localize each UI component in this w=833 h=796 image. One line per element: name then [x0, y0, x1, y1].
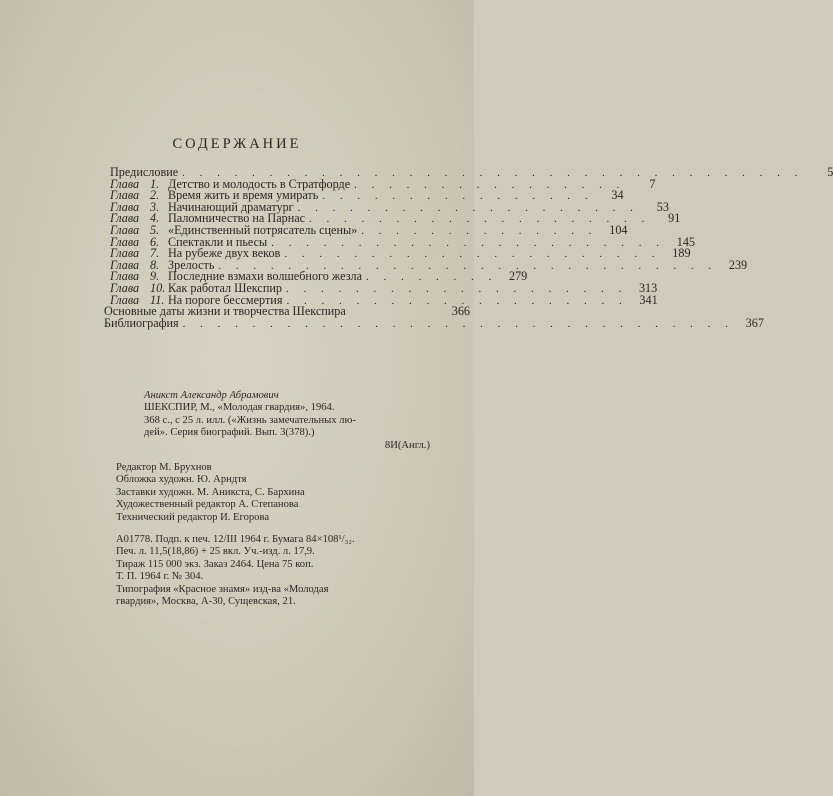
leader-dots: . . . . . . . . . . . . . . . . . . . . . . . . . . . . . — [218, 259, 718, 272]
publication-data: Т. П. 1964 г. № 304. — [116, 571, 204, 583]
leader-dots: . . . . . . . . . . . . . . . . . . . . — [286, 294, 628, 307]
toc-entry-title: Зрелость — [168, 257, 215, 272]
toc-page-number: 91 — [668, 211, 681, 226]
leader-dots: . . . . . . . . . . . . . . . . . . . . — [285, 282, 628, 295]
chapter-number: 7. — [150, 246, 160, 261]
chapter-number: 1. — [150, 176, 160, 191]
chapter-label: Глава — [110, 222, 140, 237]
toc-page-number: 104 — [609, 222, 628, 237]
toc-page-number: 341 — [639, 292, 658, 307]
toc-page-number: 145 — [676, 234, 695, 249]
toc-page-number: 7 — [649, 176, 656, 191]
chapter-label: Глава — [110, 280, 140, 295]
toc-page-number: 366 — [451, 304, 470, 319]
toc-page-number: 189 — [672, 246, 691, 261]
toc-entry-title: На пороге бессмертия — [168, 292, 283, 307]
toc-entry-title: Предисловие — [110, 165, 179, 179]
toc-page-number: 313 — [638, 280, 658, 295]
leader-dots: . . . . . . . . . . . . . . — [361, 224, 598, 237]
chapter-number: 6. — [150, 234, 160, 249]
toc-entry-title: Последние взмахи волшебного жезла — [168, 269, 362, 284]
chapter-number: 2. — [150, 188, 160, 203]
chapter-label: Глава — [110, 176, 140, 191]
toc-entry-title: Спектакли и пьесы — [168, 234, 268, 249]
classification-code: 8И(Англ.) — [384, 439, 430, 451]
credit-cover: Обложка художн. Ю. Арндтя — [116, 474, 247, 486]
toc-row-chapter — [110, 280, 658, 295]
toc-page-number: 279 — [508, 269, 528, 284]
leader-dots: . . . . . . . . . . . . . . . . . . . . . . — [284, 248, 661, 261]
credit-editor: Редактор М. Брухнов — [116, 462, 212, 474]
toc-title: СОДЕРЖАНИЕ — [172, 136, 302, 152]
toc-page-number: 53 — [656, 199, 669, 214]
toc-page-number: 239 — [728, 257, 748, 272]
book-title-line: ШЕКСПИР, М., «Молодая гвардия», 1964. — [144, 402, 335, 414]
toc-entry-title: Время жить и время умирать — [168, 188, 319, 203]
chapter-label: Глава — [110, 234, 140, 249]
credit-art-editor: Художественный редактор А. Степанова — [116, 499, 299, 511]
leader-dots: . . . . . . . . . . . . . . . . . . . . — [297, 201, 639, 214]
table-of-contents — [104, 165, 833, 330]
chapter-label: Глава — [110, 257, 140, 272]
leader-dots: . . . . . . . . . . . . . . . . . . . . . . . — [271, 236, 665, 249]
printer-info: гвардия», Москва, А-30, Сущевская, 21. — [116, 596, 296, 608]
toc-row-chapter — [110, 246, 691, 261]
publication-data: Тираж 115 000 экз. Заказ 2464. Цена 75 коп. — [116, 558, 314, 570]
chapter-label: Глава — [110, 211, 140, 226]
chapter-number: 8. — [150, 257, 160, 272]
toc-entry-title: Паломничество на Парнас — [168, 211, 306, 226]
toc-entry-title: Детство и молодость в Стратфорде — [168, 176, 351, 191]
leader-dots: . . . . . . . . . . . . . . . . — [322, 190, 594, 203]
printer-info: Типография «Красное знамя» изд-ва «Молодая — [116, 583, 329, 595]
toc-entry-title: Как работал Шекспир — [168, 280, 282, 295]
author-name: Аникст Александр Абрамович — [144, 390, 279, 401]
publication-data: Печ. л. 11,5(18,86) + 25 вкл. Уч.-изд. л. 17,9. — [116, 546, 315, 558]
toc-entry-title: Библиография — [104, 315, 179, 330]
toc-row-chapter — [110, 222, 628, 237]
leader-dots: . . . . . . . . — [366, 271, 498, 284]
toc-page-number: 367 — [745, 315, 764, 330]
credit-headpieces: Заставки художн. М. Аникста, С. Бархина — [116, 486, 305, 498]
toc-page-number: 5 — [827, 165, 833, 179]
spacer — [116, 524, 456, 534]
chapter-number: 11. — [150, 292, 165, 307]
book-description-line: дей». Серия биографий. Вып. 3(378).) — [144, 427, 315, 439]
chapter-number: 10. — [150, 280, 166, 295]
leader-dots: . . . . . . . . . . . . . . . . . . . . . . . . . . . . . . . . — [182, 317, 734, 330]
chapter-number: 5. — [150, 222, 160, 237]
leader-dots: . . . . . . . . . . . . . . . . . . . . — [309, 213, 651, 226]
chapter-label: Глава — [110, 199, 140, 214]
chapter-label: Глава — [110, 269, 140, 284]
credit-tech-editor: Технический редактор И. Егорова — [116, 511, 270, 523]
toc-row-chapter — [110, 234, 695, 249]
book-description-line: 368 с., с 25 л. илл. («Жизнь замечательных лю- — [144, 414, 356, 426]
leader-dots: . . . . . . . . . . . . . . . . — [354, 178, 626, 191]
chapter-label: Глава — [110, 292, 140, 307]
toc-page-number: 34 — [611, 188, 624, 203]
chapter-label: Глава — [110, 188, 140, 203]
chapter-number: 4. — [150, 211, 160, 226]
chapter-number: 3. — [150, 199, 160, 214]
toc-entry-title: Начинающий драматург — [168, 199, 294, 214]
spacer — [116, 452, 456, 462]
leader-dots: . . . . . . . . . . . . . . . . . . . . . . . . . . . . . . . . . . . . — [182, 167, 804, 179]
toc-entry-title: Основные даты жизни и творчества Шекспира — [104, 304, 346, 319]
chapter-number: 9. — [150, 269, 160, 284]
toc-entry-title: «Единственный потрясатель сцены» — [168, 222, 358, 237]
toc-row-bibliography — [104, 315, 764, 330]
publication-data: А01778. Подп. к печ. 12/III 1964 г. Бумага 84×108¹/₃₂. — [116, 534, 355, 546]
chapter-label: Глава — [110, 246, 140, 261]
imprint-block — [116, 390, 456, 609]
toc-entry-title: На рубеже двух веков — [168, 246, 281, 261]
